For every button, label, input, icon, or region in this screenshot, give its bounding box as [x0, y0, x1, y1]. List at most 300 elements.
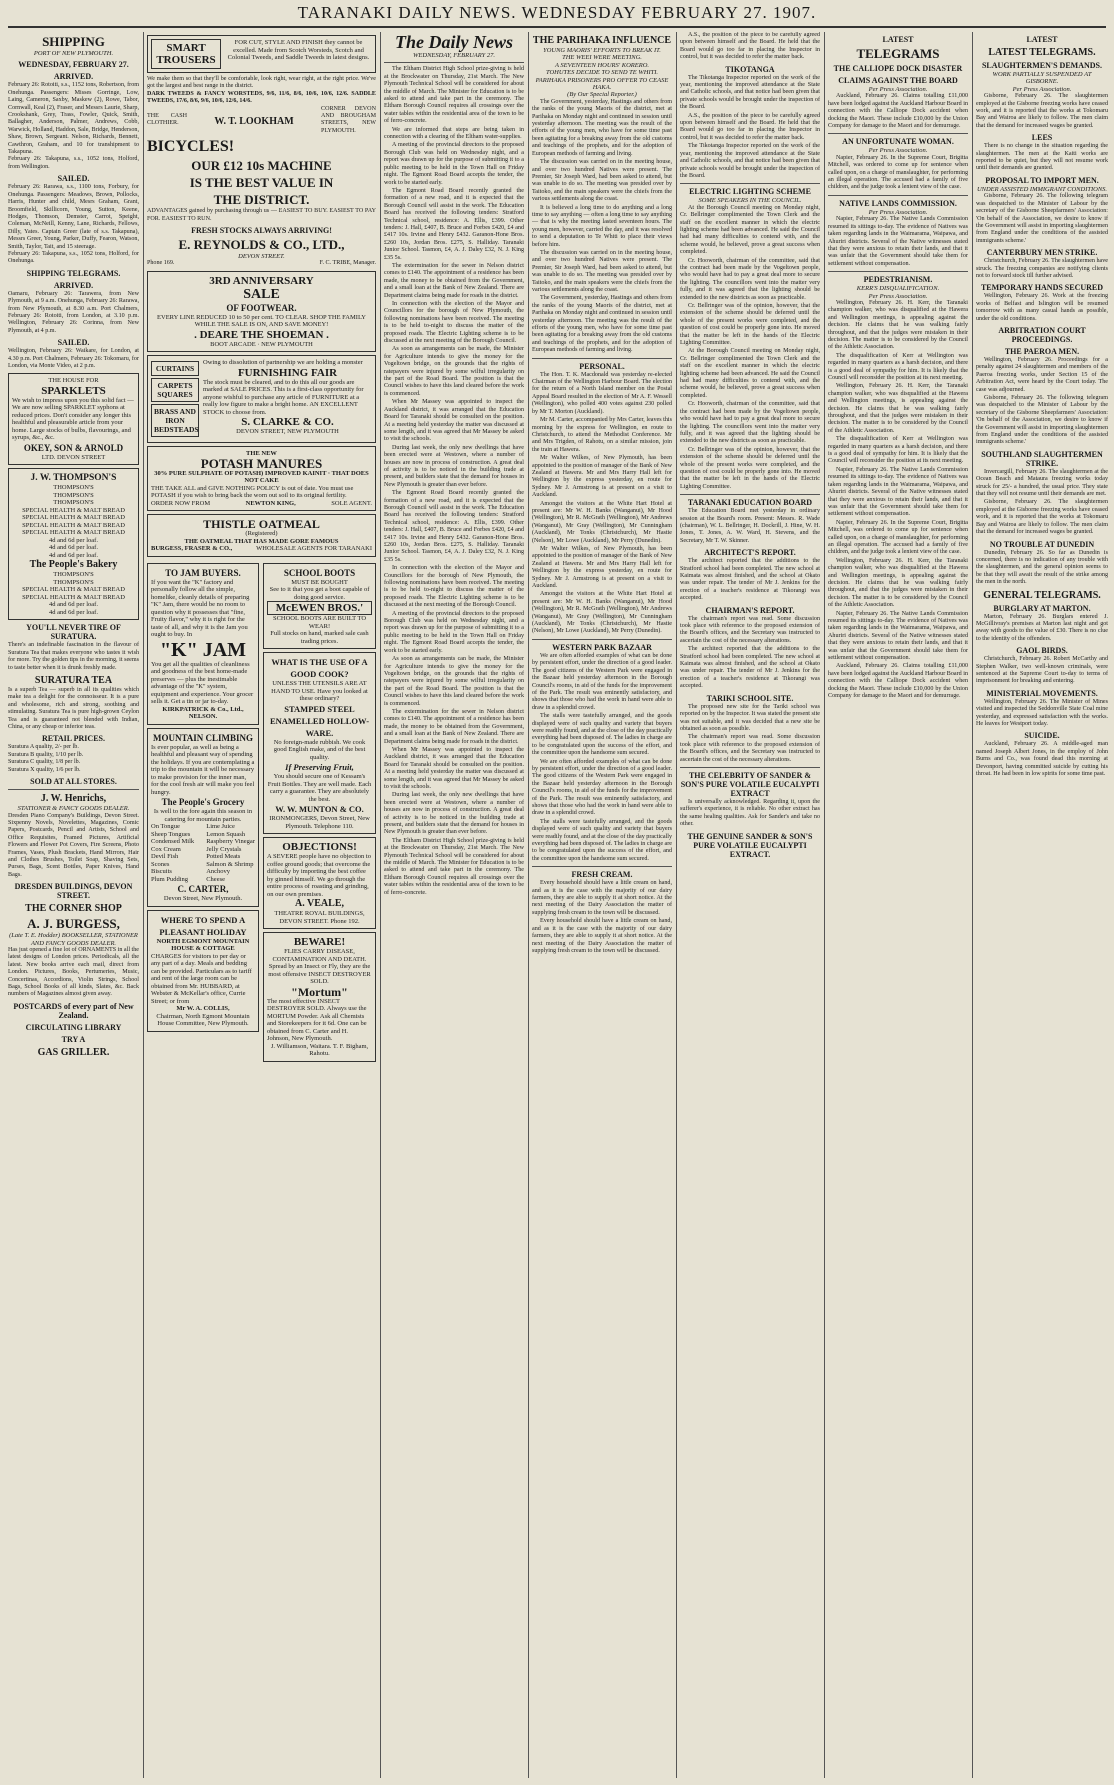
article-para: A meeting of the provincial directors to the proposed Borough Club was held on Wednesday night, and a report was drawn up for the purpose of submitting it to a public meeting to be held in the Town Hall on Friday night. The Egmont Road Board accepts the tender, the work to be started early.	[384, 142, 524, 186]
list-item: Plum Pudding	[151, 875, 189, 883]
shipping-title: SHIPPING	[42, 34, 105, 49]
list-item: Cox Cream	[151, 845, 181, 853]
article-para: Every household should have a little cream on hand, and as it is the case with the majority of our dairy farmers, they are able to supply it at short notice. At the next meeting of the Dairy Association the matter of supplying fresh cream to the town will be discussed.	[532, 918, 672, 954]
reynolds-phone: Phone 169.	[147, 260, 175, 267]
column-electric	[680, 32, 820, 1778]
smart-trousers-text-2: We make them so that they'll be comfortable, look right, wear right, at the right price. We've got the largest and best range in the district.	[147, 76, 376, 90]
machine-line-2: IS THE BEST VALUE IN	[189, 175, 334, 191]
shipping-telegrams-heading: SHIPPING TELEGRAMS.	[26, 268, 121, 278]
thistle-reg: (Registered)	[245, 530, 278, 538]
canterbury-heading: CANTERBURY MEN STRIKE.	[986, 248, 1098, 258]
anniversary-line-1: 3RD ANNIVERSARY	[209, 274, 314, 287]
bakery-list	[12, 571, 135, 616]
mcewen-sub: SCHOOL BOOTS ARE BUILT TO WEAR!	[272, 615, 367, 630]
anniversary-line-2: SALE	[243, 286, 280, 302]
smart-trousers-text: FOR CUT, STYLE AND FINISH they cannot be excelled. Made from Scotch Worsteds, Scotch and Colonial Tweeds, and Saddle Tweeds in latest designs.	[227, 39, 370, 61]
reynolds-sub: DEVON STREET.	[238, 253, 285, 261]
column-divider	[528, 32, 529, 1778]
good-cook-title: WHAT IS THE USE OF A GOOD COOK?	[271, 657, 368, 680]
list-item: 4d and 6d per loaf.	[49, 536, 98, 544]
list-item: THOMPSON'S	[53, 499, 94, 507]
column-latest-telegrams	[976, 32, 1108, 1778]
list-item: CURTAINS	[151, 361, 199, 376]
gisborne-sub: WORK PARTIALLY SUSPENDED AT GISBORNE.	[992, 71, 1092, 86]
column-telegrams	[828, 32, 968, 1778]
architect-heading: ARCHITECT'S REPORT.	[704, 548, 796, 558]
masthead-rule	[8, 26, 1106, 28]
article-para: We are often afforded examples of what can be done by persistent effort, under the direction of a good leader. The good citizens of the Western Park were engaged in the Bazaar held yesterday afternoon in the Borough Council's rooms, in aid of the funds for the improvement of the Park. The result was eminently satisfactory, and shows that those who had the work in hand were able to draw in a splendid crowd.	[532, 652, 672, 711]
chairman-heading: CHAIRMAN'S REPORT.	[705, 605, 795, 615]
reynolds-title: E. REYNOLDS & CO., LTD.,	[178, 237, 345, 253]
thompson-ad	[8, 468, 139, 620]
shipping-telegrams-text: Oamaru, February 26: Tarawera, from New Plymouth, at 9 a.m. Onehunga, February 26: Rarawa, from New Plymouth, at 8.30 a.m. Port Chalmers, February 26: Rotoiti, from London, at 3.10 p.m. Wellington, February 26: Corinna, from New Plymouth, at 4 p.m.	[8, 290, 139, 334]
list-item: SPECIAL HEALTH & MALT BREAD	[22, 521, 125, 529]
list-item: CARPETS SQUARES	[151, 378, 199, 402]
dresden-buildings: DRESDEN BUILDINGS, DEVON STREET.	[14, 882, 133, 901]
parihaka-sub-2: THE WEEI WERE MEETING.	[562, 54, 642, 62]
per-press: Per Press Association.	[1012, 85, 1072, 93]
parihaka-sub-4: TOHUTES DECIDE TO SEND TE WHITI.	[545, 69, 659, 77]
reynolds-row	[147, 260, 376, 267]
column-daily-news	[384, 32, 524, 1778]
article-para: Gisborne, February 26. The slaughtermen employed at the Gisborne freezing works have ceased work, and it is reported that the works at Tokomaru Bay and Wairoa are likely to follow. The men claim that the demand for increased wages be granted.	[976, 93, 1108, 129]
veale-title: A. VEALE,	[295, 898, 344, 910]
lees-heading: LEES	[1031, 133, 1053, 143]
furnishing-ad	[147, 355, 376, 443]
list-item: SPECIAL HEALTH & MALT BREAD	[22, 514, 125, 522]
article-para: Napier, February 26. The Native Lands Commission resumed its sittings to-day. The evidence of Natives was taken regarding lands in the Waimarama, Waipawa, and Ahuriri districts. Several of the Native witnesses stated that they were anxious to retain their lands, and that it was unfair that the Government should take them for settlement without compensation.	[828, 610, 968, 662]
preserving-text: You should secure one of Kessam's Fruit Bottles. They are well made. Each carry a guarantee. They are absolutely the best.	[267, 773, 372, 803]
arrived-text: February 26: Rotoiti, s.s., 1152 tons, Robertson, from Onehunga. Passengers: Misses Gorringe, Low, Laing, Cameron, Saxby, Maskew (2), Rowe, Tabor, Cornwall, Keal (2), Fraser, and Messrs Laurie, Sharp, Crookshank, Grey, Trass, Fowler, Quick, Smith, Ballagher, Anderson, Palmer, Andrews, Cobb, Warwick, Holland, Haddon, Sale, Bridge, Henderson, Shaw, Brown, Sergeant. Nelson, Richards, Bennett, Cawthron, Graham, and 10 for transhipment to Takapuna.	[8, 82, 139, 156]
objections-ad	[263, 837, 376, 929]
article-para: Auckland, February 26. Claims totalling £11,000 have been lodged against the Auckland Harbour Board in connection with the Calliope Dock accident when docking the Maori. These include £10,000 by the Union Company for damage to the Maori and for demurrage.	[828, 663, 968, 700]
enamel-text: No foreign-made rubbish. We cook good English make, and of the best quality.	[273, 738, 366, 761]
enamel-title: STAMPED STEEL ENAMELLED HOLLOW-WARE.	[269, 703, 370, 738]
article-para: Dunedin, February 26. So far as Dunedin is concerned, there is no indication of any trouble with the slaughtermen, and the general opinion seems to be that they will await the result of the strike among the men in the north.	[976, 549, 1108, 586]
electric-sub: SOME SPEAKERS IN THE COUNCIL.	[698, 197, 802, 205]
mortum-text: The most effective INSECT DESTROYER SOLD. Always use the MORTUM Powder. Ask all Chemists and Storekeepers for it 6d. One can be obtained from C. Carter and H. Johnson, New Plymouth.	[267, 997, 367, 1043]
daily-news-title: The Daily News	[395, 32, 513, 52]
mountain-ad	[147, 728, 259, 907]
bread-list	[12, 484, 135, 559]
per-press: Per Press Association.	[868, 86, 928, 93]
veale-sub: THEATRE ROYAL BUILDINGS, DEVON STREET. Phone 192.	[274, 910, 365, 925]
circulating-library: CIRCULATING LIBRARY	[25, 1022, 122, 1032]
article-para: Marton, February 26. Burglars entered J. McGillivray's premises at Marton last night and got away with goods to the value of £30. There is no clue to the identity of the offenders.	[976, 613, 1108, 642]
burgess-fraser: BURGESS, FRASER & CO.,	[151, 545, 233, 553]
tikotanga-heading: TIKOTANGA	[725, 64, 775, 74]
machine-text: ADVANTAGES gained by purchasing through us — EASIEST TO BUY. EASIEST TO PAY FOR. EASIEST TO RUN.	[147, 208, 376, 222]
ads-left-col	[147, 560, 259, 1065]
arbitration-heading: ARBITRATION COURT PROCEEDINGS.	[998, 325, 1086, 344]
article-para: Auckland, February 26. Claims totalling £11,000 have been lodged against the Auckland Harbour Board in connection with the Calliope Dock accident when docking the Maori. These include £10,000 by the Union Company for damage to the Maori and for demurrage.	[828, 93, 968, 130]
list-item: SPECIAL HEALTH & MALT BREAD	[22, 506, 125, 514]
burglary-heading: BURGLARY AT MARTON.	[993, 603, 1091, 613]
article-para: Invercargill, February 26. The slaughtermen at the Ocean Beach and Mataura freezing works today struck for 25/- a hundred, the usual price. They state that they will not resume until their demands are met.	[976, 468, 1108, 498]
article-para: The Tikotanga Inspector reported on the work of the year, mentioning the improved attendance at the State and Catholic schools, and that notice had been given that private schools would be brought under the inspection of the Board.	[680, 74, 820, 111]
article-para: The proposed new site for the Tariki school was reported on by the Inspector. It was stated the present site was not suitable, and it was decided that a new site be obtained as soon as possible.	[680, 703, 820, 732]
latest-label-right: LATEST	[1026, 35, 1058, 44]
article-para: The Eltham District High School prize-giving is held at the Brockwater on Thursday, 21st March. The New Plymouth Technical School will be considered for about the middle of March. The Minister for Education is to be asked to attend and take part in the ceremony. The Eltham Borough Council requires all crossings over the water tables within the residential area of the town to be of ferro-concrete.	[384, 837, 524, 896]
parihaka-sub-3: A SEVENTEEN HOURS' KORERO.	[554, 61, 650, 69]
article-para: The architect reported that the additions to the Stratford school had been completed. The new school at Kaimata was almost finished, and the school at Okato was under repair. The tender of Mr J. Jenkins for the erection of a teacher's residence at Tikorangi was accepted.	[680, 646, 820, 690]
article-para: A.S., the position of the piece to be carefully agreed upon between himself and the Board. He held that the Board would go too far in placing the Inspector in control, but it was decided to refer the matter back.	[680, 32, 820, 61]
anniversary-ad	[147, 271, 376, 353]
genuine-heading: THE GENUINE SANDER & SON'S PURE VOLATILE EUCALYPTI EXTRACT.	[687, 831, 813, 859]
fresh-stocks: FRESH STOCKS ALWAYS ARRIVING!	[191, 226, 332, 236]
list-item: SPECIAL HEALTH & MALT BREAD	[22, 586, 125, 594]
collis-sub: Chairman, North Egmont Mountain House Committee, New Plymouth.	[156, 1012, 250, 1028]
list-item: Suratura A quality, 2/- per lb.	[8, 744, 79, 751]
boots-sub: MUST BE BOUGHT	[291, 578, 348, 586]
potash-line-2: POTASH MANURES	[200, 455, 323, 471]
import-sub: UNDER ASSISTED IMMIGRANT CONDITIONS.	[976, 185, 1108, 193]
claims-heading: CLAIMS AGAINST THE BOARD	[838, 76, 958, 85]
pedestrian-heading: PEDESTRIANISM.	[863, 275, 933, 285]
furnishing-fair: FURNISHING FAIR	[237, 366, 338, 379]
article-para: Cr. Hooworth, chairman of the committee, said that the contract had been made by the Vogeltown people, who would have had to pay a great deal more to secure the lighting. The councillors went into the matter very fully, and it was agreed that the lighting should be extended to the new districts as soon as practicable.	[680, 401, 820, 445]
machine-line-3: THE DISTRICT.	[213, 192, 310, 208]
postcards: POSTCARDS of every part of New Zealand.	[13, 1001, 134, 1020]
bazaar-heading: WESTERN PARK BAZAAR	[552, 642, 652, 652]
article-para: When Mr Massey was appointed to inspect the Auckland district, it was arranged that the Education Board for Taranaki should be consulted on the position. At a meeting held yesterday the matter was discussed at some length, and it was agreed that Mr Massey be asked to visit the schools.	[384, 746, 524, 790]
boots-text-2: Full stocks on hand, marked sale cash trading prices.	[270, 630, 369, 645]
holiday-text: CHARGES for visitors to per day or any part of a day. Meals and bedding can be provided. Particulars as to tariff and rent of the large room can be obtained from Mr. HUBBARD, at Webster & McKellar's office, Currie Street; or from	[151, 952, 252, 1005]
peoples-text: Is well to the fore again this season in catering for mountain parties.	[153, 808, 253, 823]
general-heading: GENERAL TELEGRAMS.	[983, 589, 1101, 601]
deare-sub: BOOT ARCADE · NEW PLYMOUTH	[210, 340, 313, 348]
burgess-fraser-sub: WHOLESALE AGENTS FOR TARANAKI	[256, 545, 372, 553]
telegrams-title: TELEGRAMS	[856, 46, 940, 61]
retail-list	[8, 744, 139, 774]
thistle-ad	[147, 514, 376, 557]
article-para: Wellington, February 26. The Minister of Mines visited and inspected the Seddonville State Coal mine yesterday, and expressed satisfaction with the works. He leaves for Westport today.	[976, 698, 1108, 727]
ads-right-col	[263, 560, 376, 1065]
boots-text: See to it that you get a boot capable of doing good service.	[269, 586, 370, 601]
list-item: Scones	[151, 860, 170, 868]
burgess-text: Has just opened a fine lot of ORNAMENTS in all the latest designs of London prices. Periodicals, all the latest. New books arrive each mail, direct from London. Pictures, Books, Pertumeries, Music, Concertinas, Accordions, Violin Strings, School Bags, School Books of all kinds, Slates, &c. Back numbers of Magazines almost given away.	[8, 946, 139, 998]
article-para: Mr Walter Wilkes, of New Plymouth, has been appointed to the position of manager of the Bank of New Zealand at Hawera. Mr and Mrs Harry Hall left for Wellington by the express yesterday, en route for Sydney. Mr J. Armstrong is at present on a visit to Auckland.	[532, 455, 672, 499]
list-item: THOMPSON'S	[53, 578, 94, 586]
article-para: Christchurch, February 26. Robert McCarthy and Stephen Walker, two well-known criminals, were sentenced at the Supreme Court to-day to terms of imprisonment for breaking and entering.	[976, 656, 1108, 685]
list-item: Devil Fish	[151, 853, 179, 861]
article-para: There is no change in the situation regarding the slaughtermen. The men at the Kaiti works are reported to be quiet, but they will not resume work until their demands are granted.	[976, 143, 1108, 172]
boots-title: SCHOOL BOOTS	[283, 567, 356, 578]
suicide-heading: SUICIDE.	[1024, 731, 1060, 741]
sparklets-head: THE HOUSE FOR	[48, 377, 99, 385]
beware-title: BEWARE!	[293, 936, 346, 949]
mortum-ad	[263, 932, 376, 1062]
henrichs-title: J. W. Henrichs,	[40, 793, 107, 805]
column-divider	[380, 32, 381, 1778]
kirkpatrick: KIRKPATRICK & Co., Ltd., NELSON.	[162, 705, 244, 721]
potash-text: THE TAKE ALL and GIVE NOTHING POLICY is out of date. You must use POTASH if you wish to bring back the worn out soil to its original fertility.	[151, 484, 354, 500]
list-item: Suratura C quality, 1/8 per lb.	[8, 759, 81, 766]
henrichs-text: Dresden Piano Company's Buildings, Devon Street. Sixpenny Novels, Novelettes, Magazines, Comic Papers, Postcards, Pencil and Artists, School and Office Requisites, Framed Pictures, Artificial Flowers and Flower Pot Covers, Fire Screens, Photo Frames, Vases, Plush Brackets, Hand Mirrors, Hair and Clothes Brushes, Toilet Soap, Shaving Sets, Purses, Bags, Scent Bottles, Paper Knives, Hand Bags.	[8, 812, 139, 878]
article-para: Mr M. Carter, accompanied by Mrs Carter, leaves this morning by the express for Wellington, en route to Christchurch, to attend the Methodist Conference. Mr and Mrs Trigden, of Rahotu, on a similar mission, join the train at Hawera.	[532, 417, 672, 453]
article-para: Wellington, February 26. H. Kerr, the Taranaki champion walker, who was disqualified at the Hawera and Wellington meetings, is appealing against the decision. He claims that he was walking fairly throughout, and that the judges were mistaken in their decision. The matter is to be considered by the Council of the Athletic Association.	[828, 383, 968, 434]
list-item: Jelly Crystals	[206, 845, 242, 853]
curtains-list	[151, 359, 199, 439]
article-para: Wellington, February 26. Work at the freezing works of Belfast and Islington will be resumed tomorrow with as many casual hands as possible, under the old conditions.	[976, 293, 1108, 322]
suratura-text-2: Is a superb Tea — superb in all its qualities which make tea a delight for the connoisseur. It is a pure and wholesome, rich and strong, soothing and stimulating. Suratura Tea is pure high-grown Ceylon Tea and is guaranteed not blended with Indian, China, or any cheap or inferior teas.	[8, 687, 139, 731]
list-item: Suratura X quality, 1/6 per lb.	[8, 766, 81, 773]
article-para: The discussion was carried on in the meeting house, and over two hundred Natives were present. The Premier, Sir Joseph Ward, had been asked to attend, but was unable to do so. The meeting was presided over by Taitoko, and the main speakers were the chiefs from the various settlements along the coast.	[532, 159, 672, 203]
article-para: The Education Board met yesterday in ordinary session at the Board's room. Present: Messrs. R. Wade (chairman), W. L. Bellringer, H. Dockrill, J. Hine, W. H. Jones, T. Jones, A. W. Ward, H. Stevens, and the Secretary, Mr T. W. Skinner.	[680, 508, 820, 544]
list-item: Suratura B quality, 1/10 per lb.	[8, 751, 84, 758]
article-para: The stalls were tastefully arranged, and the goods displayed were of such quality and variety that buyers were readily found, and at the close of the day practically everything had been disposed of. The ladies in charge are to be congratulated upon the success of the effort, and the committee upon the handsome sum secured.	[532, 713, 672, 757]
clarke-sub: DEVON STREET, NEW PLYMOUTH	[236, 428, 339, 436]
lookham-row	[147, 106, 376, 136]
lookham-left: THE CASH CLOTHIER.	[147, 113, 187, 127]
list-item: SPECIAL HEALTH & MALT BREAD	[22, 593, 125, 601]
article-para: Cr. Bellringer was of the opinion, however, that the extension of the scheme should be deferred until the whole of the present works were completed, and the question of cost could be properly gone into. He moved that the matter be left in the hands of the Electric Lighting Committee.	[680, 303, 820, 347]
article-para: Wellington, February 26. H. Kerr, the Taranaki champion walker, who was disqualified at the Hawera and Wellington meetings, is appealing against the decision. He claims that he was walking fairly throughout, and that the judges were mistaken in their decision. The matter is to be considered by the Council of the Athletic Association.	[828, 557, 968, 609]
collis: Mr W. A. COLLIS,	[176, 1005, 230, 1013]
suratura-text: There's an indefinable fascination in the flavour of Suratura Tea that makes everyone who tastes it wish for more. Try the golden tips in the morning, it seems to taste better when it is drunk freshly made.	[8, 642, 139, 671]
pedestrian-sub: KERR'S DISQUALIFICATION.	[856, 285, 940, 293]
article-para: Mr Walter Wilkes, of New Plymouth, has been appointed to the position of manager of the Bank of New Zealand at Hawera. Mr and Mrs Harry Hall left for Wellington by the express yesterday, en route for Sydney. Mr J. Armstrong is at present on a visit to Auckland.	[532, 546, 672, 590]
per-press: Per Press Association.	[868, 208, 928, 216]
article-para: A.S., the position of the piece to be carefully agreed upon between himself and the Board. He held that the Board would go too far in placing the Inspector in control, but it was decided to refer the matter back.	[680, 112, 820, 141]
byline: (By Our Special Reporter.)	[567, 91, 637, 99]
article-para: We are often afforded examples of what can be done by persistent effort, under the direction of a good leader. The good citizens of the Western Park were engaged in the Bazaar held yesterday afternoon in the Borough Council's rooms, in aid of the funds for the improvement of the Park. The result was eminently satisfactory, and shows that those who had the work in hand were able to draw in a splendid crowd.	[532, 758, 672, 817]
carter-sub: Devon Street, New Plymouth.	[163, 895, 243, 903]
article-para: Amongst the visitors at the White Hart Hotel at present are: Mr W. H. Banks (Wanganui), Mr Hood (Wellington), Mr R. McGrath (Wellington), Mr Andrews (Wanganui), Mr Gray (Wellington), Mr Cunningham (Auckland), Mr Tonks (Christchurch), Mr Hastie (Nelson), Mr Lowe (Auckland), Mr Perry (Dunedin).	[532, 500, 672, 544]
paeroa-heading: THE PAEROA MEN.	[1004, 346, 1080, 356]
munton-sub: IRONMONGERS, Devon Street, New Plymouth. Telephone 110.	[269, 815, 370, 830]
list-item: 4d and 6d per loaf.	[49, 544, 98, 552]
burgess-sub: (Late T. E. Hodder) BOOKSELLER, STATIONER AND FANCY GOODS DEALER.	[9, 932, 138, 947]
article-para: The chairman's report was read. Some discussion took place with reference to the proposed extension of the Board's offices, and the Secretary was instructed to ascertain the cost of the necessary alterations.	[680, 615, 820, 644]
anniversary-text: EVERY LINE REDUCED 10 to 50 per cent. TO CLEAR. SHOP THE FAMILY WHILE THE SALE IS ON, AND SAVE MONEY!	[157, 313, 366, 329]
retail-heading: RETAIL PRICES.	[42, 734, 105, 744]
okey-sub: LTD. DEVON STREET	[41, 453, 106, 461]
article-para: Cr. Hooworth, chairman of the committee, said that the contract had been made by the Vogeltown people, who would have had to pay a great deal more to secure the lighting. The councillors went into the matter very fully, and it was agreed that the lighting should be extended to the new districts as soon as practicable.	[680, 257, 820, 301]
list-item: 4d and 6d per loaf.	[49, 608, 98, 616]
article-para: Napier, February 26. In the Supreme Court, Brigitta Mitchell, was ordered to come up for sentence when called upon, on a charge of manslaughter, for performing an illegal operation. The accused had a family of five children, and the judge took a lenient view of the case.	[828, 519, 968, 556]
article-para: Wellington, February 26. H. Kerr, the Taranaki champion walker, who was disqualified at the Hawera and Wellington meetings, is appealing against the decision. He claims that he was walking fairly throughout, and that the judges were mistaken in their decision. The matter is to be considered by the Council of the Athletic Association.	[828, 299, 968, 351]
article-para: In connection with the election of the Mayor and Councillors for the borough of New Plymouth, the following nominations have been received. The meeting is to be held to-night to discuss the matter of the proposed roads. The Electric Lighting scheme is to be discussed at the next meeting of the Borough Council.	[384, 301, 524, 345]
list-item: Cheese	[206, 875, 225, 883]
article-para: The stalls were tastefully arranged, and the goods displayed were of such quality and variety that buyers were readily found, and at the close of the day practically everything had been disposed of. The ladies in charge are to be congratulated upon the success of the effort, and the committee upon the handsome sum secured.	[532, 818, 672, 862]
beware-text: FLIES CARRY DISEASE, CONTAMINATION AND DEATH. Spread by an Insect or Fly, they are the most offensive INSECT DESTROYER SOLD.	[268, 948, 371, 986]
divider	[8, 789, 139, 790]
k-jam: "K" JAM	[159, 638, 247, 661]
suratura-heading: YOU'LL NEVER TIRE OF SURATURA.	[26, 623, 121, 642]
article-para: Napier, February 26. The Native Lands Commission resumed its sittings to-day. The evidence of Natives was taken regarding lands in the Waimarama, Waipawa, and Ahuriri districts. Several of the Native witnesses stated that they were anxious to retain their lands, and that it was unfair that the Government should take them for settlement without compensation.	[828, 216, 968, 267]
grocery-left-list	[151, 823, 194, 883]
article-para: Cr. Bellringer was of the opinion, however, that the extension of the scheme should be deferred until the whole of the present works were completed, and the question of cost could be properly gone into. He moved that the matter be left in the hands of the Electric Lighting Committee.	[680, 446, 820, 490]
article-para: During last week, the only new dwellings that have been erected were at Westown, where a number of houses are now in process of construction. A great deal of activity is to be noticed in the building trade at present, and builders state that the demand for houses in New Plymouth is greater than ever before.	[384, 792, 524, 836]
article-para: Amongst the visitors at the White Hart Hotel at present are: Mr W. H. Banks (Wanganui), Mr Hood (Wellington), Mr R. McGrath (Wellington), Mr Andrews (Wanganui), Mr Gray (Wellington), Mr Cunningham (Auckland), Mr Tonks (Christchurch), Mr Hastie (Nelson), Mr Lowe (Auckland), Mr Perry (Dunedin).	[532, 591, 672, 635]
smart-trousers-prices: DARK TWEEDS & FANCY WORSTEDS, 9/6, 11/6, 8/6, 10/6, 10/6, 12/6. SADDLE TWEEDS, 17/6, 8/6, 9/6, 10/6, 12/6, 14/6.	[147, 90, 376, 105]
mountain-title: MOUNTAIN CLIMBING	[152, 732, 254, 743]
thistle-text: THE OATMEAL THAT HAS MADE GORE FAMOUS	[184, 537, 339, 545]
article-para: The architect reported that the additions to the Stratford school had been completed. The new school at Kaimata was almost finished, and the school at Okato was under repair. The tender of Mr J. Jenkins for the erection of a teacher's residence at Tikorangi was accepted.	[680, 558, 820, 602]
potash-ad	[147, 446, 376, 511]
article-para: The Egmont Road Board recently granted the formation of a new road, and it is expected that the Borough Council will assist in the work. The Education Board has received the following tenders: Stratford Technical school, residence: A. Ellis, £399. Other tenders: J. Hall, £407, B. Bruce and Forbes £420, £4 and £417 10s. Irvine and Henry £432. Garanon-Hone Bros. £260 10s, Jordan Bros. £275, S. Halliday. Taranaki Junior School. Tasmon, £4, A. J. Daley £32, N. J. King £35 5s.	[384, 490, 524, 563]
munton-title: W. W. MUNTON & CO.	[275, 804, 364, 815]
parihaka-sub: YOUNG MAORIS' EFFORTS TO BREAK IT.	[543, 47, 661, 54]
try-a: TRY A	[61, 1034, 86, 1044]
import-heading: PROPOSAL TO IMPORT MEN.	[985, 175, 1099, 185]
column-divider	[143, 32, 144, 1778]
parihaka-sub-5: PARIHAKA PRISONERS PRO OFFER TO CEASE HAKA.	[535, 76, 669, 92]
gas-griller: GAS GRILLER.	[37, 1046, 110, 1058]
mortum-sig: J. Williamson, Waitara. T. F. Bigham, Rahotu.	[270, 1042, 369, 1058]
fresh-cream-heading: FRESH CREAM.	[571, 870, 633, 880]
article-para: As soon as arrangements can be made, the Minister for Agriculture intends to give the money for the Vogeltown bridge, on the grounds that the rights of ratepayers were injured by some wilful irregularity on the part of the Road Board. The position is that the Council wishes to have this land cleared before the work is commenced.	[384, 656, 524, 707]
article-para: The discussion was carried on in the meeting house, and over two hundred Natives were present. The Premier, Sir Joseph Ward, had been asked to attend, but was unable to do so. The meeting was presided over by Taitoko, and the main speakers were the chiefs from the various settlements along the coast.	[532, 249, 672, 293]
electric-heading: ELECTRIC LIGHTING SCHEME	[689, 187, 811, 197]
arrived-heading-2: ARRIVED.	[53, 280, 94, 290]
arrived-heading: ARRIVED.	[53, 72, 94, 82]
sailed-telegrams-text: Wellington, February 26: Waikare, for London, at 4.30 p.m. Port Chalmers, February 26: Tokomaru, for London, via Monte Video, at 2 p.m.	[8, 348, 139, 369]
article-para: Gisborne, February 26. The slaughtermen employed at the Gisborne freezing works have ceased work, and it is reported that the works at Tokomaru Bay and Wairoa are likely to follow. The men claim that the demand for increased wages be granted.	[976, 499, 1108, 536]
good-cook-text: UNLESS THE UTENSILS ARE AT HAND TO USE. Have you looked at these ordinary?	[271, 680, 368, 703]
holiday-title: WHERE TO SPEND A PLEASANT HOLIDAY	[159, 914, 247, 937]
article-para: The extermination for the sewer in Nelson district comes to £140. The appointment of a residence has been made, the money to be obtained from the Government, and a small loan at the Bank of New Zealand. There are Department claims being made for roads in the district.	[384, 708, 524, 745]
latest-telegrams-title: LATEST TELEGRAMS.	[988, 47, 1096, 58]
woman-heading: AN UNFORTUNATE WOMAN.	[842, 137, 954, 147]
list-item: BRASS AND IRON BEDSTEADS	[151, 404, 199, 437]
column-divider	[824, 32, 825, 1778]
article-para: At the Borough Council meeting on Monday night, Cr. Bellringer complimented the Town Clerk and the staff on the excellent manner in which the electric lighting scheme had been advanced. He said the Council had had many difficulties to contend with, and the scheme would, he believed, prove a great success when completed.	[680, 348, 820, 399]
latest-label: LATEST	[882, 35, 914, 44]
article-para: It is believed a long time to do anything and a long time to say anything — often a long time to say anything — that is why the meeting lasted seventeen hours. The young men, however, carried the day, and it was resolved to send a deputation to Te Whiti to place their views before him.	[532, 204, 672, 248]
article-para: The extermination for the sewer in Nelson district comes to £140. The appointment of a residence has been made, the money to be obtained from the Government, and a small loan at the Bank of New Zealand. There are Department claims being made for roads in the district.	[384, 262, 524, 299]
slaughtermen-heading: SLAUGHTERMEN'S DEMANDS.	[981, 61, 1102, 70]
jam-text-2: You get all the qualities of cleanliness and goodness of the best home-made preserves — plus the inestimable advantage of the "K" system, equipment and experience. Your grocer sells it. Get a tin or jar to-day.	[151, 660, 254, 706]
article-para: The Government, yesterday, Hastings and others from the ranks of the young Maoris of the district, met at Parihaka on Monday night and continued in session until yesterday afternoon. The meeting was the result of the efforts of the young men, who have for some time past been agitating for a breaking away from the old customs and teachings of the prophets, and for the adoption of European methods of farming and living.	[532, 98, 672, 157]
jam-ad	[147, 563, 259, 725]
mcewen-title: McEWEN BROS.'	[267, 601, 372, 615]
article-para: Every household should have a little cream on hand, and as it is the case with the majority of our dairy farmers, they are able to supply it at short notice. At the next meeting of the Dairy Association the matter of supplying fresh cream to the town will be discussed.	[532, 880, 672, 916]
article-para: Christchurch, February 26. The slaughtermen have struck. The freezing companies are notifying clients not to forward stock till further advised.	[976, 258, 1108, 279]
anniversary-line-3: OF FOOTWEAR.	[226, 302, 297, 313]
article-para: Napier, February 26. The Native Lands Commission resumed its sittings to-day. The evidence of Natives was taken regarding lands in the Waimarama, Waipawa, and Ahuriri districts. Several of the Native witnesses stated that they were anxious to retain their lands, and that it was unfair that the Government should take them for settlement without compensation.	[828, 466, 968, 518]
reynolds-manager: F. C. TRIBE, Manager.	[319, 260, 376, 267]
bakery-title: The People's Bakery	[29, 559, 118, 571]
column-shipping	[8, 32, 139, 1778]
list-item: SPECIAL HEALTH & MALT BREAD	[22, 529, 125, 537]
parihaka-title: THE PARIHAKA INFLUENCE	[532, 35, 672, 46]
article-para: As soon as arrangements can be made, the Minister for Agriculture intends to give the money for the Vogeltown bridge, on the grounds that the rights of ratepayers were injured by some wilful irregularity on the part of the Road Board. The position is that the Council wishes to have this land cleared before the work is commenced.	[384, 346, 524, 397]
potash-order: ORDER NOW FROM	[151, 499, 211, 507]
jam-buyers: TO JAM BUYERS.	[165, 567, 241, 578]
article-para: The Tikotanga Inspector reported on the work of the year, mentioning the improved attendance at the State and Catholic schools, and that notice had been given that private schools would be brought under the inspection of the Board.	[680, 143, 820, 179]
sailed-text-2: February 26: Takapuna, s.s., 1052 tons, Holford, for Onehunga.	[8, 250, 139, 265]
article-para: The Hon. T. K. Macdonald was yesterday re-elected Chairman of the Wellington Harbour Board. The election for the return of a North Island member on the Postal Appeal Board resulted in the election of Mr A. F. Wessell (Wellington), who polled 400 votes against 230 polled by Mr T. Morton (Auckland).	[532, 371, 672, 415]
personal-heading: PERSONAL.	[579, 361, 625, 371]
trousers-ad	[147, 35, 376, 73]
temporary-heading: TEMPORARY HANDS SECURED	[980, 283, 1104, 293]
list-item: THOMPSON'S	[53, 484, 94, 492]
sold-at: SOLD AT ALL STORES.	[30, 777, 117, 787]
furnish-text: Owing to dissolution of partnership we are holding a monster	[203, 359, 363, 367]
list-item: Sheep Tongues	[151, 830, 191, 838]
thompson-title: J. W. THOMPSON'S	[30, 473, 117, 484]
jam-text: If you want the "K" factory and personally follow all the simple, homelike, cleanly details of preparing "K" Jam, there would be no room to question why it possesses that "fine, Fruity flavor," why it is right for the taste of all, and why it is the Jam you ought to buy. In	[151, 578, 250, 639]
potash-line-1: THE NEW	[246, 450, 277, 458]
burgess-title: A. J. BURGESS,	[27, 916, 120, 932]
mountain-text: Is ever popular, as well as being a healthful and pleasant way of spending the holidays. If you are contemplating a trip to the mountain it will be necessary to make provision for the inner man, for the cool fresh air will make you feel hungry.	[151, 743, 255, 796]
column-divider	[676, 32, 677, 1778]
article-para: The Egmont Road Board recently granted the formation of a new road, and it is expected that the Borough Council will assist in the work. The Education Board has received the following tenders: Stratford Technical school, residence: A. Ellis, £399. Other tenders: J. Hall, £407, B. Bruce and Forbes £420, £4 and £417 10s. Irvine and Henry £432. Garanon-Hone Bros. £260 10s, Jordan Bros. £275, S. Halliday. Taranaki Junior School. Tasmon, £4, A. J. Daley £32, N. J. King £35 5s.	[384, 187, 524, 261]
ministerial-heading: MINISTERIAL MOVEMENTS.	[986, 688, 1098, 698]
list-item: THOMPSON'S	[53, 571, 94, 579]
holiday-sub: NORTH EGMONT MOUNTAIN HOUSE & COTTAGE	[156, 937, 250, 953]
sparklets-ad	[8, 373, 139, 465]
list-item: THOMPSON'S	[53, 491, 94, 499]
article-para: Napier, February 26. In the Supreme Court, Brigitta Mitchell, was ordered to come up for sentence when called upon, on a charge of manslaughter, for performing an illegal operation. The accused had a family of five children, and the judge took a lenient view of the case.	[828, 154, 968, 191]
list-item: Lime Juice	[206, 823, 235, 831]
article-para: In connection with the election of the Mayor and Councillors for the borough of New Plymouth, the following nominations have been received. The meeting is to be held to-night to discuss the matter of the proposed roads. The Electric Lighting scheme is to be discussed at the next meeting of the Borough Council.	[384, 565, 524, 609]
newton-king: NEWTON KING,	[245, 499, 296, 507]
article-para: Gisborne, February 26. The following telegram was despatched to the Minister of Labour by the secretary of the Gisborne Sheepfarmers' Association: 'On behalf of the Association, we desire to know if the Government will assist in importing slaughtermen from England under the conditions of the assisted immigrants scheme.'	[976, 193, 1108, 244]
article-para: Is universally acknowledged. Regarding it, upon the sufferer's experience, it is reliable. No other extract has the same healing qualities. Ask for Sander's and take no other.	[680, 798, 820, 828]
list-item: Salmon & Shrimp	[206, 860, 254, 868]
gaol-heading: GAOL BIRDS.	[1016, 646, 1068, 656]
objections-title: OBJECTIONS!	[282, 841, 357, 854]
education-heading: TARANAKI EDUCATION BOARD	[687, 498, 813, 508]
mortum-title: "Mortum"	[291, 984, 348, 999]
sailed-text: February 26: Rarawa, s.s., 1100 tons, Forbury, for Onehunga. Passengers: Meadows, Brown, Pollocks, Harris, Hunter and child, Mesrs Graham, Grant, Broomfield, Skillicorn, Young, Sutton, Keene, Hodges, Thomson, Demster, Carrot, Speight, Coleman, McNeill, Kenny, Lane, Richards, Fellows, Dilly, Yates. Captain Greer (late of s.s. Takapuna), Messrs Greer, Young, Parker, Duffy, Fearon, Watson, Smith, Taylor, Tait, and 15 steerage.	[8, 184, 139, 250]
list-item: 4d and 6d per loaf.	[49, 551, 98, 559]
peoples-grocery: The People's Grocery	[161, 797, 245, 808]
celebrity-heading: THE CELEBRITY OF SANDER & SON'S PURE VOLATILE EUCALYPTI EXTRACT	[680, 770, 820, 798]
preserving-title: If Preserving Fruit,	[285, 762, 354, 773]
lookham-right: CORNER DEVON AND BROUGHAM STREETS, NEW PLYMOUTH.	[321, 105, 376, 134]
column-parihaka	[532, 32, 672, 1778]
shipping-date: WEDNESDAY, FEBRUARY 27.	[18, 60, 129, 70]
newton-sub: SOLE AGENT.	[331, 499, 372, 507]
article-para: During last week, the only new dwellings that have been erected were at Westown, where a number of houses are now in process of construction. A great deal of activity is to be noticed in the building trade at present, and builders state that the demand for houses in New Plymouth is greater than ever before.	[384, 444, 524, 488]
okey-name: OKEY, SON & ARNOLD	[23, 442, 124, 453]
per-press: Per Press Association.	[868, 147, 928, 155]
column-divider	[972, 32, 973, 1778]
sparklets-title: SPARKLETS	[41, 384, 106, 397]
deare-title: . DEARE THE SHOEMAN .	[194, 328, 329, 341]
shipping-subtitle: PORT OF NEW PLYMOUTH.	[33, 50, 114, 57]
ads-split-row	[147, 560, 376, 1065]
article-para: The disqualification of Kerr at Wellington was regarded in many quarters as a harsh decision, and there is a good deal of sympathy for him. It is likely that the Council will reconsider the position at its next meeting.	[828, 352, 968, 381]
list-item: Lemon Squash	[206, 830, 246, 838]
article-para: Gisborne, February 26. The following telegram was despatched to the Minister of Labour by the secretary of the Gisborne Sheepfarmers' Association: 'On behalf of the Association, we desire to know if the Government will assist in importing slaughtermen from England under the conditions of the assisted immigrants scheme.'	[976, 395, 1108, 446]
cook-ad	[263, 652, 376, 834]
list-item: 4d and 6d per loaf.	[49, 601, 98, 609]
thistle-title: THISTLE OATMEAL	[203, 517, 320, 532]
article-para: Auckland, February 26. A middle-aged man named Joseph Albert Jones, in the employ of John Burns and Co., was found dead this morning at Devonport, having committed suicide by cutting his throat. He had been in low spirits for some time past.	[976, 741, 1108, 778]
column-ads	[147, 32, 376, 1778]
native-heading: NATIVE LANDS COMMISSION.	[839, 198, 957, 208]
list-item: Raspberry Vinegar	[206, 838, 255, 846]
potash-line-3: 30% PURE SULPHATE OF POTASH) IMPROVED KAINIT · THAT DOES NOT CAKE	[154, 469, 369, 485]
suratura-tea: SURATURA TEA	[34, 675, 113, 687]
sailed-heading-2: SAILED.	[57, 338, 90, 348]
sailed-heading: SAILED.	[57, 174, 90, 184]
article-para: When Mr Massey was appointed to inspect the Auckland district, it was arranged that the Education Board for Taranaki should be consulted on the position. At a meeting held yesterday the matter was discussed at some length, and it was agreed that Mr Massey be asked to visit the schools.	[384, 399, 524, 443]
list-item: Biscuits	[151, 868, 172, 876]
grocery-right-list	[206, 823, 255, 883]
sparklets-text: We wish to impress upon you this solid fact — We are now selling SPARKLET syphons at reduced prices. Don't consider any longer this healthful and pleasurable article from your home. Large stocks of bulbs, flavourings, and syrups, &c., &c.	[12, 396, 134, 442]
carter-title: C. CARTER,	[177, 884, 229, 895]
calliope-heading: THE CALLIOPE DOCK DISASTER	[833, 64, 963, 73]
lookham-name: W. T. LOOKHAM	[214, 115, 294, 127]
article-para: At the Borough Council meeting on Monday night, Cr. Bellringer complimented the Town Clerk and the staff on the excellent manner in which the electric lighting scheme had been advanced. He said the Council had had many difficulties to contend with, and the scheme would, he believed, prove a great success when completed.	[680, 204, 820, 256]
dunedin-heading: NO TROUBLE AT DUNEDIN	[989, 539, 1095, 549]
